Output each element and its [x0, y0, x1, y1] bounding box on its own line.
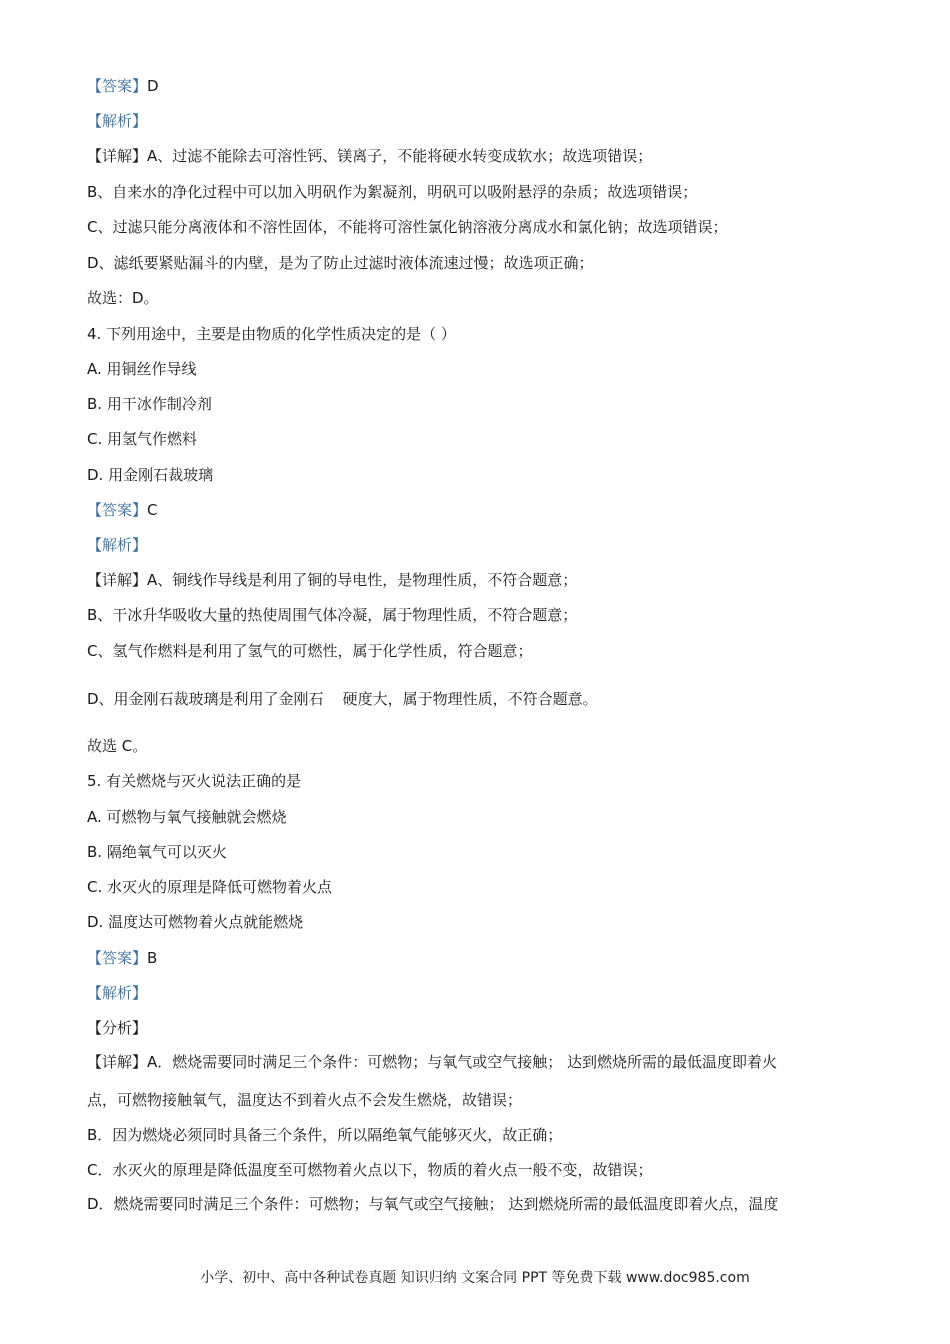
q5-detail-line: 【详解】A．燃烧需要同时满足三个条件：可燃物；与氧气或空气接触； 达到燃烧所需的最低温度即着火: [87, 1053, 778, 1071]
q5-answer-line: [87, 948, 157, 968]
q4-question: 4. 下列用途中，主要是由物质的化学性质决定的是（ ）: [87, 325, 456, 343]
page-footer: 小学、初中、高中各种试卷真题 知识归纳 文案合同 PPT 等免费下载 www.doc985.com: [200, 1270, 750, 1286]
q5-analysis-tag: 【解析】: [87, 984, 148, 1002]
q3-analysis-tag: 【解析】: [87, 112, 148, 130]
q4-detail-line: C、氢气作燃料是利用了氢气的可燃性，属于化学性质，符合题意；: [87, 642, 533, 660]
answer-value: B: [147, 949, 158, 967]
q5-question: 5. 有关燃烧与灭火说法正确的是: [87, 772, 302, 790]
q5-detail-line: D．燃烧需要同时满足三个条件：可燃物；与氧气或空气接触； 达到燃烧所需的最低温度即着火点，温度: [87, 1195, 779, 1213]
q3-conclusion: 故选：D。: [87, 289, 159, 307]
answer-tag: 【答案】: [87, 949, 148, 967]
q4-option: B. 用干冰作制冷剂: [87, 395, 212, 413]
detail-tag: 【详解】: [87, 571, 148, 589]
q4-detail-line: D、用金刚石裁玻璃是利用了金刚石 硬度大，属于物理性质，不符合题意。: [87, 690, 598, 708]
q4-conclusion: 故选 C。: [87, 737, 148, 755]
q5-detail-line: 点，可燃物接触氧气，温度达不到着火点不会发生燃烧，故错误；: [87, 1091, 523, 1109]
q5-detail-line: C．水灭火的原理是降低温度至可燃物着火点以下，物质的着火点一般不变，故错误；: [87, 1161, 653, 1179]
q3-answer-line: [87, 76, 159, 96]
q4-option: A. 用铜丝作导线: [87, 360, 197, 378]
detail-tag: 【详解】: [87, 1053, 148, 1071]
q5-option: A. 可燃物与氧气接触就会燃烧: [87, 808, 287, 826]
q3-detail-line: C、过滤只能分离液体和不溶性固体，不能将可溶性氯化钠溶液分离成水和氯化钠；故选项错误；: [87, 218, 728, 236]
q4-detail-line: 【详解】A、铜线作导线是利用了铜的导电性，是物理性质，不符合题意；: [87, 571, 578, 589]
q4-answer-line: [87, 500, 158, 520]
q3-detail-line: D、滤纸要紧贴漏斗的内壁，是为了防止过滤时液体流速过慢；故选项正确；: [87, 254, 594, 272]
q4-analysis-tag: 【解析】: [87, 536, 148, 554]
q5-option: D. 温度达可燃物着火点就能燃烧: [87, 913, 304, 931]
q5-detail-line: B．因为燃烧必须同时具备三个条件，所以隔绝氧气能够灭火，故正确；: [87, 1126, 563, 1144]
q3-detail-line: B、自来水的净化过程中可以加入明矾作为絮凝剂，明矾可以吸附悬浮的杂质；故选项错误；: [87, 183, 698, 201]
detail-tag: 【详解】: [87, 147, 148, 165]
answer-value: D: [147, 77, 159, 95]
q5-option: B. 隔绝氧气可以灭火: [87, 843, 227, 861]
q5-option: C. 水灭火的原理是降低可燃物着火点: [87, 878, 333, 896]
answer-tag: 【答案】: [87, 77, 148, 95]
answer-value: C: [147, 501, 158, 519]
answer-tag: 【答案】: [87, 501, 148, 519]
q3-detail-line: 【详解】A、过滤不能除去可溶性钙、镁离子，不能将硬水转变成软水；故选项错误；: [87, 147, 653, 165]
q5-analysis2-tag: 【分析】: [87, 1019, 148, 1037]
q4-option: C. 用氢气作燃料: [87, 430, 198, 448]
q4-detail-line: B、干冰升华吸收大量的热使周围气体冷凝，属于物理性质，不符合题意；: [87, 606, 578, 624]
q4-option: D. 用金刚石裁玻璃: [87, 466, 214, 484]
